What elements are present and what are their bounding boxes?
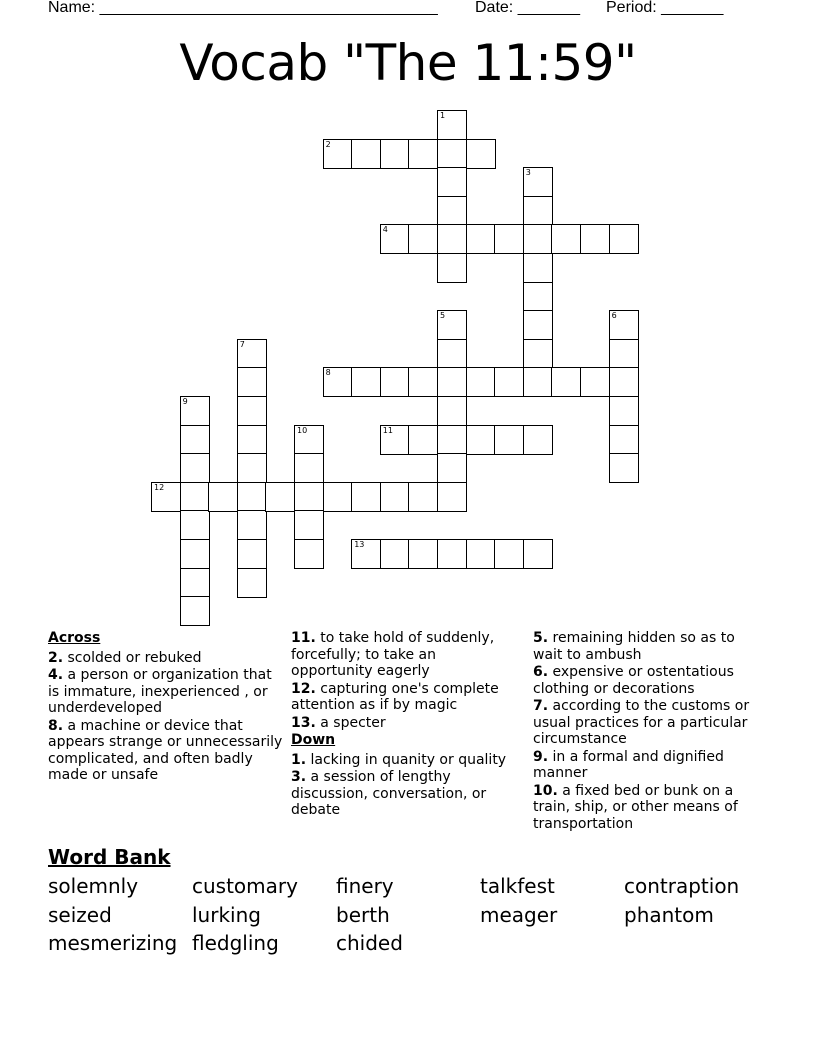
crossword-cell[interactable] (523, 310, 553, 340)
crossword-cell[interactable] (523, 282, 553, 312)
crossword-cell[interactable] (237, 482, 267, 512)
crossword-cell[interactable] (609, 425, 639, 455)
period-field[interactable]: Period: _______ (606, 0, 724, 16)
crossword-cell[interactable] (437, 253, 467, 283)
word-bank-item: meager (480, 903, 558, 927)
word-bank-item: contraption (624, 874, 740, 898)
crossword-cell[interactable] (294, 425, 324, 455)
header-line (48, 0, 768, 20)
crossword-cell[interactable] (237, 510, 267, 540)
name-field[interactable]: Name: ______________________________________ (48, 0, 438, 16)
crossword-cell[interactable] (237, 453, 267, 483)
crossword-cell[interactable] (408, 224, 438, 254)
crossword-cell[interactable] (180, 568, 210, 598)
crossword-cell[interactable] (523, 167, 553, 197)
crossword-cell[interactable] (437, 453, 467, 483)
down-heading: Down (291, 732, 336, 748)
crossword-cell[interactable] (466, 425, 496, 455)
crossword-cell[interactable] (437, 224, 467, 254)
crossword-cell[interactable] (380, 539, 410, 569)
clue-number: 6 (611, 311, 617, 321)
clue-number: 5 (440, 311, 446, 321)
crossword-cell[interactable] (408, 367, 438, 397)
clue-number: 3 (525, 168, 531, 178)
clue-number: 13 (354, 540, 365, 549)
crossword-cell[interactable] (437, 339, 467, 369)
clue-across-2: 2. scolded or rebuked (48, 649, 202, 666)
date-field[interactable]: Date: _______ (475, 0, 580, 16)
crossword-cell[interactable] (609, 453, 639, 483)
crossword-cell[interactable] (494, 224, 524, 254)
crossword-cell[interactable] (380, 367, 410, 397)
crossword-cell[interactable] (180, 396, 210, 426)
crossword-cell[interactable] (609, 224, 639, 254)
word-bank-item: talkfest (480, 874, 555, 898)
crossword-cell[interactable] (437, 396, 467, 426)
crossword-cell[interactable] (437, 310, 467, 340)
crossword-cell[interactable] (609, 310, 639, 340)
word-bank-item: solemnly (48, 874, 139, 898)
crossword-cell[interactable] (466, 139, 496, 169)
crossword-cell[interactable] (494, 367, 524, 397)
crossword-cell[interactable] (294, 510, 324, 540)
crossword-cell[interactable] (551, 224, 581, 254)
clue-number: 10 (297, 425, 308, 435)
crossword-cell[interactable] (351, 539, 381, 569)
crossword-cell[interactable] (408, 139, 438, 169)
word-bank-item: berth (336, 903, 390, 927)
crossword-cell[interactable] (180, 453, 210, 483)
crossword-cell[interactable] (437, 482, 467, 512)
crossword-cell[interactable] (523, 539, 553, 569)
crossword-cell[interactable] (523, 367, 553, 397)
crossword-cell[interactable] (408, 425, 438, 455)
clue-across-4: 4. a person or organization that is immature, inexperienced , or underdeveloped (48, 667, 272, 716)
crossword-cell[interactable] (180, 482, 210, 512)
crossword-cell[interactable] (323, 139, 353, 169)
clue-number: 9 (182, 397, 188, 406)
word-bank-item: seized (48, 903, 112, 927)
crossword-cell[interactable] (408, 482, 438, 512)
crossword-cell[interactable] (351, 367, 381, 397)
clue-down-9: 9. in a formal and dignified manner (533, 748, 724, 781)
word-bank-item: chided (336, 931, 403, 955)
crossword-cell[interactable] (580, 224, 610, 254)
clue-number: 1 (440, 111, 446, 120)
crossword-cell[interactable] (494, 539, 524, 569)
crossword-cell[interactable] (494, 425, 524, 455)
crossword-cell[interactable] (609, 367, 639, 397)
crossword-cell[interactable] (551, 367, 581, 397)
crossword-cell[interactable] (523, 339, 553, 369)
crossword-cell[interactable] (237, 425, 267, 455)
clue-down-10: 10. a fixed bed or bunk on a train, ship, or other means of transportation (533, 782, 738, 832)
crossword-cell[interactable] (151, 482, 181, 512)
crossword-cell[interactable] (408, 539, 438, 569)
crossword-cell[interactable] (437, 139, 467, 169)
clue-down-7: 7. according to the customs or usual practices for a particular circumstance (533, 698, 750, 747)
crossword-cell[interactable] (237, 339, 267, 369)
crossword-cell[interactable] (437, 110, 467, 140)
clue-number: 7 (239, 339, 245, 349)
crossword-cell[interactable] (523, 425, 553, 455)
crossword-cell[interactable] (208, 482, 238, 512)
clue-down-3: 3. a session of lengthy discussion, conversation, or debate (291, 769, 487, 818)
clue-across-12: 12. capturing one's complete attention as if by magic (291, 680, 499, 713)
crossword-cell[interactable] (523, 196, 553, 226)
crossword-cell[interactable] (523, 253, 553, 283)
crossword-cell[interactable] (437, 425, 467, 455)
crossword-cell[interactable] (466, 224, 496, 254)
crossword-cell[interactable] (466, 539, 496, 569)
clues-column-2 (291, 630, 519, 820)
crossword-cell[interactable] (237, 568, 267, 598)
word-bank-item: phantom (624, 903, 714, 927)
crossword-cell[interactable] (180, 425, 210, 455)
word-bank-item: mesmerizing (48, 931, 178, 955)
clue-down-1: 1. lacking in quanity or quality (291, 751, 507, 768)
word-bank-item: lurking (192, 903, 261, 927)
crossword-cell[interactable] (466, 367, 496, 397)
crossword-cell[interactable] (351, 482, 381, 512)
crossword-cell[interactable] (323, 367, 353, 397)
word-bank-heading: Word Bank (48, 845, 171, 869)
crossword-cell[interactable] (380, 224, 410, 254)
crossword-cell[interactable] (351, 139, 381, 169)
crossword-cell[interactable] (609, 339, 639, 369)
clue-down-5: 5. remaining hidden so as to wait to ambush (533, 630, 735, 663)
word-bank-item: fledgling (192, 931, 279, 955)
crossword-cell[interactable] (380, 425, 410, 455)
crossword-cell[interactable] (437, 167, 467, 197)
crossword-cell[interactable] (323, 482, 353, 512)
crossword-cell[interactable] (437, 196, 467, 226)
clue-number: 8 (325, 368, 331, 378)
crossword-cell[interactable] (237, 396, 267, 426)
clue-number: 4 (382, 225, 388, 235)
clue-number: 2 (325, 139, 331, 149)
crossword-cell[interactable] (294, 539, 324, 569)
clues-column-3 (533, 630, 765, 833)
word-bank-item: finery (336, 874, 394, 898)
crossword-cell[interactable] (523, 224, 553, 254)
crossword-cell[interactable] (294, 453, 324, 483)
crossword-cell[interactable] (580, 367, 610, 397)
crossword-cell[interactable] (437, 539, 467, 569)
word-bank-item: customary (192, 874, 298, 898)
clue-number: 12 (154, 482, 165, 492)
crossword-cell[interactable] (180, 596, 210, 626)
clue-down-6: 6. expensive or ostentatious clothing or decorations (533, 664, 734, 697)
clue-across-11: 11. to take hold of suddenly, forcefully; to take an opportunity eagerly (291, 630, 495, 679)
crossword-cell[interactable] (237, 367, 267, 397)
crossword-cell[interactable] (380, 482, 410, 512)
crossword-cell[interactable] (265, 482, 295, 512)
page-title: Vocab "The 11:59" (179, 34, 637, 92)
crossword-cell[interactable] (609, 396, 639, 426)
clues-column-1 (48, 630, 286, 785)
crossword-cell[interactable] (437, 367, 467, 397)
crossword-cell[interactable] (237, 539, 267, 569)
crossword-cell[interactable] (180, 510, 210, 540)
across-heading: Across (48, 630, 101, 646)
clue-number: 11 (382, 425, 393, 435)
crossword-cell[interactable] (180, 539, 210, 569)
crossword-cell[interactable] (380, 139, 410, 169)
clue-across-8: 8. a machine or device that appears strange or unnecessarily complicated, and often badly made or unsafe (48, 717, 283, 783)
crossword-cell[interactable] (294, 482, 324, 512)
clue-across-13: 13. a specter (291, 714, 386, 731)
